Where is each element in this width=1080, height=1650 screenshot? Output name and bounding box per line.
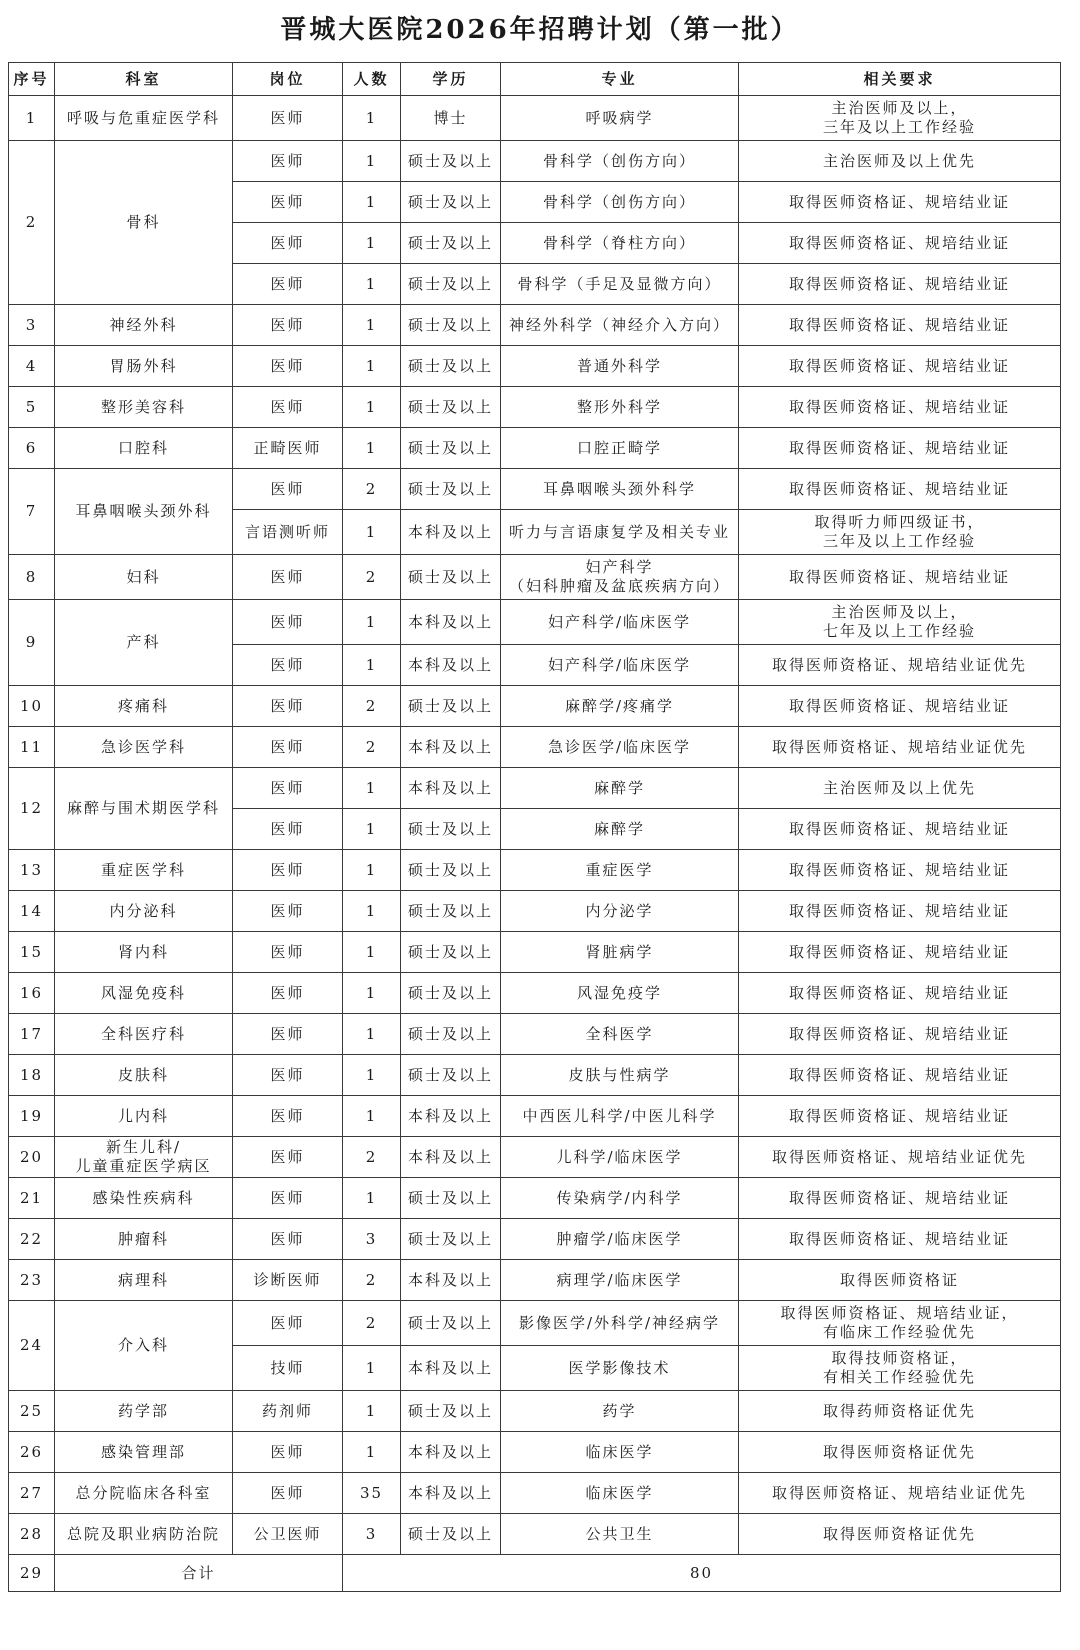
education: 硕士及以上 [401, 141, 501, 182]
post: 医师 [233, 346, 343, 387]
department: 重症医学科 [55, 850, 233, 891]
table-row [9, 1260, 1061, 1301]
major: 口腔正畸学 [501, 428, 739, 469]
row-number: 7 [9, 469, 55, 555]
post: 医师 [233, 1096, 343, 1137]
headcount: 1 [343, 223, 401, 264]
education: 本科及以上 [401, 1432, 501, 1473]
requirements: 取得医师资格证、规培结业证 [739, 264, 1061, 305]
department: 药学部 [55, 1391, 233, 1432]
major: 骨科学（手足及显微方向） [501, 264, 739, 305]
education: 硕士及以上 [401, 686, 501, 727]
row-number: 11 [9, 727, 55, 768]
education: 硕士及以上 [401, 891, 501, 932]
post: 医师 [233, 1137, 343, 1178]
major: 耳鼻咽喉头颈外科学 [501, 469, 739, 510]
headcount: 1 [343, 809, 401, 850]
major: 皮肤与性病学 [501, 1055, 739, 1096]
row-number: 25 [9, 1391, 55, 1432]
department: 耳鼻咽喉头颈外科 [55, 469, 233, 555]
post: 医师 [233, 1432, 343, 1473]
table-row [9, 973, 1061, 1014]
total-row [9, 1555, 1061, 1592]
recruitment-table [8, 62, 1061, 1592]
department: 急诊医学科 [55, 727, 233, 768]
headcount: 2 [343, 1137, 401, 1178]
post: 医师 [233, 1301, 343, 1346]
major: 普通外科学 [501, 346, 739, 387]
education: 硕士及以上 [401, 469, 501, 510]
education: 硕士及以上 [401, 387, 501, 428]
department: 骨科 [55, 141, 233, 305]
post: 医师 [233, 96, 343, 141]
table-row [9, 1178, 1061, 1219]
row-number: 24 [9, 1301, 55, 1391]
headcount: 1 [343, 305, 401, 346]
education: 硕士及以上 [401, 932, 501, 973]
major: 听力与言语康复学及相关专业 [501, 510, 739, 555]
header-count: 人数 [343, 63, 401, 96]
education: 本科及以上 [401, 1473, 501, 1514]
major: 呼吸病学 [501, 96, 739, 141]
headcount: 1 [343, 1391, 401, 1432]
requirements: 取得医师资格证 [739, 1260, 1061, 1301]
post: 医师 [233, 141, 343, 182]
education: 本科及以上 [401, 1096, 501, 1137]
department: 产科 [55, 600, 233, 686]
requirements: 取得医师资格证、规培结业证 [739, 555, 1061, 600]
total-value: 80 [343, 1555, 1061, 1592]
table-body [9, 96, 1061, 1555]
post: 医师 [233, 768, 343, 809]
education: 本科及以上 [401, 645, 501, 686]
headcount: 2 [343, 469, 401, 510]
major: 影像医学/外科学/神经病学 [501, 1301, 739, 1346]
major: 公共卫生 [501, 1514, 739, 1555]
requirements: 取得医师资格证、规培结业证优先 [739, 645, 1061, 686]
headcount: 1 [343, 645, 401, 686]
department: 呼吸与危重症医学科 [55, 96, 233, 141]
table-row [9, 1473, 1061, 1514]
major: 麻醉学/疼痛学 [501, 686, 739, 727]
headcount: 1 [343, 1346, 401, 1391]
education: 硕士及以上 [401, 1301, 501, 1346]
post: 医师 [233, 223, 343, 264]
headcount: 1 [343, 932, 401, 973]
education: 硕士及以上 [401, 850, 501, 891]
department: 胃肠外科 [55, 346, 233, 387]
education: 硕士及以上 [401, 1178, 501, 1219]
department: 神经外科 [55, 305, 233, 346]
post: 医师 [233, 891, 343, 932]
table-row [9, 850, 1061, 891]
headcount: 1 [343, 1055, 401, 1096]
department: 感染管理部 [55, 1432, 233, 1473]
major: 临床医学 [501, 1432, 739, 1473]
requirements: 取得医师资格证、规培结业证 [739, 809, 1061, 850]
requirements: 主治医师及以上， 三年及以上工作经验 [739, 96, 1061, 141]
header-dept: 科室 [55, 63, 233, 96]
table-row [9, 1514, 1061, 1555]
table-row [9, 1096, 1061, 1137]
headcount: 1 [343, 973, 401, 1014]
education: 硕士及以上 [401, 305, 501, 346]
requirements: 取得医师资格证、规培结业证 [739, 346, 1061, 387]
post: 技师 [233, 1346, 343, 1391]
headcount: 1 [343, 264, 401, 305]
requirements: 取得医师资格证、规培结业证 [739, 1178, 1061, 1219]
row-number: 4 [9, 346, 55, 387]
row-number: 2 [9, 141, 55, 305]
major: 风湿免疫学 [501, 973, 739, 1014]
row-number: 16 [9, 973, 55, 1014]
post: 医师 [233, 1055, 343, 1096]
row-number: 10 [9, 686, 55, 727]
headcount: 1 [343, 510, 401, 555]
row-number: 3 [9, 305, 55, 346]
requirements: 取得医师资格证、规培结业证 [739, 1055, 1061, 1096]
row-number: 21 [9, 1178, 55, 1219]
row-number: 23 [9, 1260, 55, 1301]
major: 中西医儿科学/中医儿科学 [501, 1096, 739, 1137]
row-number: 18 [9, 1055, 55, 1096]
requirements: 取得医师资格证、规培结业证 [739, 182, 1061, 223]
department: 儿内科 [55, 1096, 233, 1137]
post: 医师 [233, 645, 343, 686]
requirements: 取得医师资格证、规培结业证 [739, 686, 1061, 727]
education: 硕士及以上 [401, 1391, 501, 1432]
row-number: 15 [9, 932, 55, 973]
department: 风湿免疫科 [55, 973, 233, 1014]
headcount: 2 [343, 1301, 401, 1346]
post: 诊断医师 [233, 1260, 343, 1301]
requirements: 取得医师资格证、规培结业证优先 [739, 727, 1061, 768]
headcount: 1 [343, 1432, 401, 1473]
major: 骨科学（创伤方向） [501, 141, 739, 182]
department: 总分院临床各科室 [55, 1473, 233, 1514]
table-row [9, 1014, 1061, 1055]
headcount: 2 [343, 727, 401, 768]
header-education: 学历 [401, 63, 501, 96]
education: 本科及以上 [401, 1137, 501, 1178]
education: 硕士及以上 [401, 1514, 501, 1555]
headcount: 1 [343, 768, 401, 809]
headcount: 1 [343, 850, 401, 891]
table-row [9, 469, 1061, 510]
requirements: 取得医师资格证优先 [739, 1432, 1061, 1473]
post: 医师 [233, 932, 343, 973]
header-requirements: 相关要求 [739, 63, 1061, 96]
post: 医师 [233, 600, 343, 645]
major: 肾脏病学 [501, 932, 739, 973]
headcount: 35 [343, 1473, 401, 1514]
row-number: 17 [9, 1014, 55, 1055]
table-row [9, 1055, 1061, 1096]
department: 疼痛科 [55, 686, 233, 727]
education: 本科及以上 [401, 510, 501, 555]
major: 重症医学 [501, 850, 739, 891]
table-row [9, 96, 1061, 141]
headcount: 2 [343, 1260, 401, 1301]
post: 公卫医师 [233, 1514, 343, 1555]
education: 本科及以上 [401, 727, 501, 768]
education: 硕士及以上 [401, 264, 501, 305]
major: 儿科学/临床医学 [501, 1137, 739, 1178]
requirements: 取得医师资格证、规培结业证 [739, 1219, 1061, 1260]
education: 硕士及以上 [401, 555, 501, 600]
headcount: 1 [343, 182, 401, 223]
education: 硕士及以上 [401, 973, 501, 1014]
requirements: 取得药师资格证优先 [739, 1391, 1061, 1432]
table-row [9, 1301, 1061, 1346]
table-row [9, 387, 1061, 428]
post: 医师 [233, 182, 343, 223]
headcount: 3 [343, 1514, 401, 1555]
department: 皮肤科 [55, 1055, 233, 1096]
post: 医师 [233, 809, 343, 850]
table-row [9, 1391, 1061, 1432]
requirements: 取得医师资格证、规培结业证 [739, 932, 1061, 973]
post: 言语测听师 [233, 510, 343, 555]
department: 整形美容科 [55, 387, 233, 428]
row-number: 13 [9, 850, 55, 891]
post: 医师 [233, 555, 343, 600]
post: 医师 [233, 686, 343, 727]
table-row [9, 1432, 1061, 1473]
post: 医师 [233, 850, 343, 891]
row-number: 1 [9, 96, 55, 141]
requirements: 取得医师资格证、规培结业证 [739, 428, 1061, 469]
department: 总院及职业病防治院 [55, 1514, 233, 1555]
major: 骨科学（创伤方向） [501, 182, 739, 223]
major: 急诊医学/临床医学 [501, 727, 739, 768]
row-number: 12 [9, 768, 55, 850]
headcount: 1 [343, 428, 401, 469]
education: 本科及以上 [401, 768, 501, 809]
post: 医师 [233, 469, 343, 510]
table-row [9, 1137, 1061, 1178]
headcount: 2 [343, 555, 401, 600]
department: 感染性疾病科 [55, 1178, 233, 1219]
education: 硕士及以上 [401, 1219, 501, 1260]
headcount: 2 [343, 686, 401, 727]
education: 硕士及以上 [401, 809, 501, 850]
major: 妇产科学/临床医学 [501, 600, 739, 645]
major: 内分泌学 [501, 891, 739, 932]
education: 本科及以上 [401, 600, 501, 645]
page-title: 晋城大医院2026年招聘计划（第一批） [280, 15, 800, 45]
department: 肿瘤科 [55, 1219, 233, 1260]
education: 硕士及以上 [401, 1014, 501, 1055]
requirements: 取得医师资格证、规培结业证 [739, 469, 1061, 510]
table-row [9, 768, 1061, 809]
major: 药学 [501, 1391, 739, 1432]
major: 麻醉学 [501, 809, 739, 850]
row-number: 5 [9, 387, 55, 428]
education: 本科及以上 [401, 1260, 501, 1301]
headcount: 1 [343, 1014, 401, 1055]
requirements: 取得医师资格证、规培结业证优先 [739, 1137, 1061, 1178]
table-row [9, 346, 1061, 387]
education: 硕士及以上 [401, 182, 501, 223]
requirements: 主治医师及以上， 七年及以上工作经验 [739, 600, 1061, 645]
education: 硕士及以上 [401, 1055, 501, 1096]
row-number: 20 [9, 1137, 55, 1178]
department: 介入科 [55, 1301, 233, 1391]
requirements: 取得医师资格证、规培结业证， 有临床工作经验优先 [739, 1301, 1061, 1346]
education: 博士 [401, 96, 501, 141]
education: 硕士及以上 [401, 346, 501, 387]
headcount: 1 [343, 346, 401, 387]
requirements: 取得医师资格证、规培结业证优先 [739, 1473, 1061, 1514]
department: 口腔科 [55, 428, 233, 469]
table-row [9, 305, 1061, 346]
post: 医师 [233, 1219, 343, 1260]
table-row [9, 600, 1061, 645]
post: 医师 [233, 1014, 343, 1055]
row-number: 6 [9, 428, 55, 469]
major: 传染病学/内科学 [501, 1178, 739, 1219]
requirements: 取得医师资格证、规培结业证 [739, 1014, 1061, 1055]
department: 新生儿科/ 儿童重症医学病区 [55, 1137, 233, 1178]
table-row [9, 428, 1061, 469]
header-post: 岗位 [233, 63, 343, 96]
requirements: 取得医师资格证、规培结业证 [739, 387, 1061, 428]
requirements: 主治医师及以上优先 [739, 768, 1061, 809]
department: 妇科 [55, 555, 233, 600]
department: 肾内科 [55, 932, 233, 973]
header-row [9, 63, 1061, 96]
row-number: 9 [9, 600, 55, 686]
header-no: 序号 [9, 63, 55, 96]
major: 整形外科学 [501, 387, 739, 428]
requirements: 取得医师资格证、规培结业证 [739, 305, 1061, 346]
major: 全科医学 [501, 1014, 739, 1055]
requirements: 取得医师资格证、规培结业证 [739, 223, 1061, 264]
post: 药剂师 [233, 1391, 343, 1432]
total-no: 29 [9, 1555, 55, 1592]
education: 硕士及以上 [401, 428, 501, 469]
table-row [9, 141, 1061, 182]
table-row [9, 686, 1061, 727]
headcount: 1 [343, 96, 401, 141]
requirements: 取得医师资格证、规培结业证 [739, 973, 1061, 1014]
major: 麻醉学 [501, 768, 739, 809]
row-number: 8 [9, 555, 55, 600]
table-row [9, 555, 1061, 600]
education: 本科及以上 [401, 1346, 501, 1391]
row-number: 22 [9, 1219, 55, 1260]
education: 硕士及以上 [401, 223, 501, 264]
department: 内分泌科 [55, 891, 233, 932]
post: 医师 [233, 264, 343, 305]
requirements: 取得技师资格证， 有相关工作经验优先 [739, 1346, 1061, 1391]
post: 医师 [233, 387, 343, 428]
row-number: 19 [9, 1096, 55, 1137]
requirements: 取得听力师四级证书， 三年及以上工作经验 [739, 510, 1061, 555]
requirements: 主治医师及以上优先 [739, 141, 1061, 182]
headcount: 1 [343, 600, 401, 645]
total-label: 合计 [55, 1555, 343, 1592]
major: 妇产科学 （妇科肿瘤及盆底疾病方向） [501, 555, 739, 600]
major: 临床医学 [501, 1473, 739, 1514]
table-row [9, 932, 1061, 973]
post: 医师 [233, 1473, 343, 1514]
headcount: 1 [343, 387, 401, 428]
department: 病理科 [55, 1260, 233, 1301]
major: 妇产科学/临床医学 [501, 645, 739, 686]
post: 医师 [233, 305, 343, 346]
requirements: 取得医师资格证、规培结业证 [739, 850, 1061, 891]
major: 病理学/临床医学 [501, 1260, 739, 1301]
table-row [9, 1219, 1061, 1260]
department: 全科医疗科 [55, 1014, 233, 1055]
post: 医师 [233, 727, 343, 768]
header-major: 专业 [501, 63, 739, 96]
table-row [9, 891, 1061, 932]
major: 骨科学（脊柱方向） [501, 223, 739, 264]
row-number: 14 [9, 891, 55, 932]
major: 医学影像技术 [501, 1346, 739, 1391]
major: 肿瘤学/临床医学 [501, 1219, 739, 1260]
post: 医师 [233, 973, 343, 1014]
major: 神经外科学（神经介入方向） [501, 305, 739, 346]
headcount: 1 [343, 1178, 401, 1219]
requirements: 取得医师资格证优先 [739, 1514, 1061, 1555]
table-row [9, 727, 1061, 768]
department: 麻醉与围术期医学科 [55, 768, 233, 850]
post: 正畸医师 [233, 428, 343, 469]
headcount: 1 [343, 1096, 401, 1137]
requirements: 取得医师资格证、规培结业证 [739, 1096, 1061, 1137]
headcount: 1 [343, 141, 401, 182]
row-number: 27 [9, 1473, 55, 1514]
row-number: 28 [9, 1514, 55, 1555]
requirements: 取得医师资格证、规培结业证 [739, 891, 1061, 932]
row-number: 26 [9, 1432, 55, 1473]
headcount: 3 [343, 1219, 401, 1260]
headcount: 1 [343, 891, 401, 932]
post: 医师 [233, 1178, 343, 1219]
